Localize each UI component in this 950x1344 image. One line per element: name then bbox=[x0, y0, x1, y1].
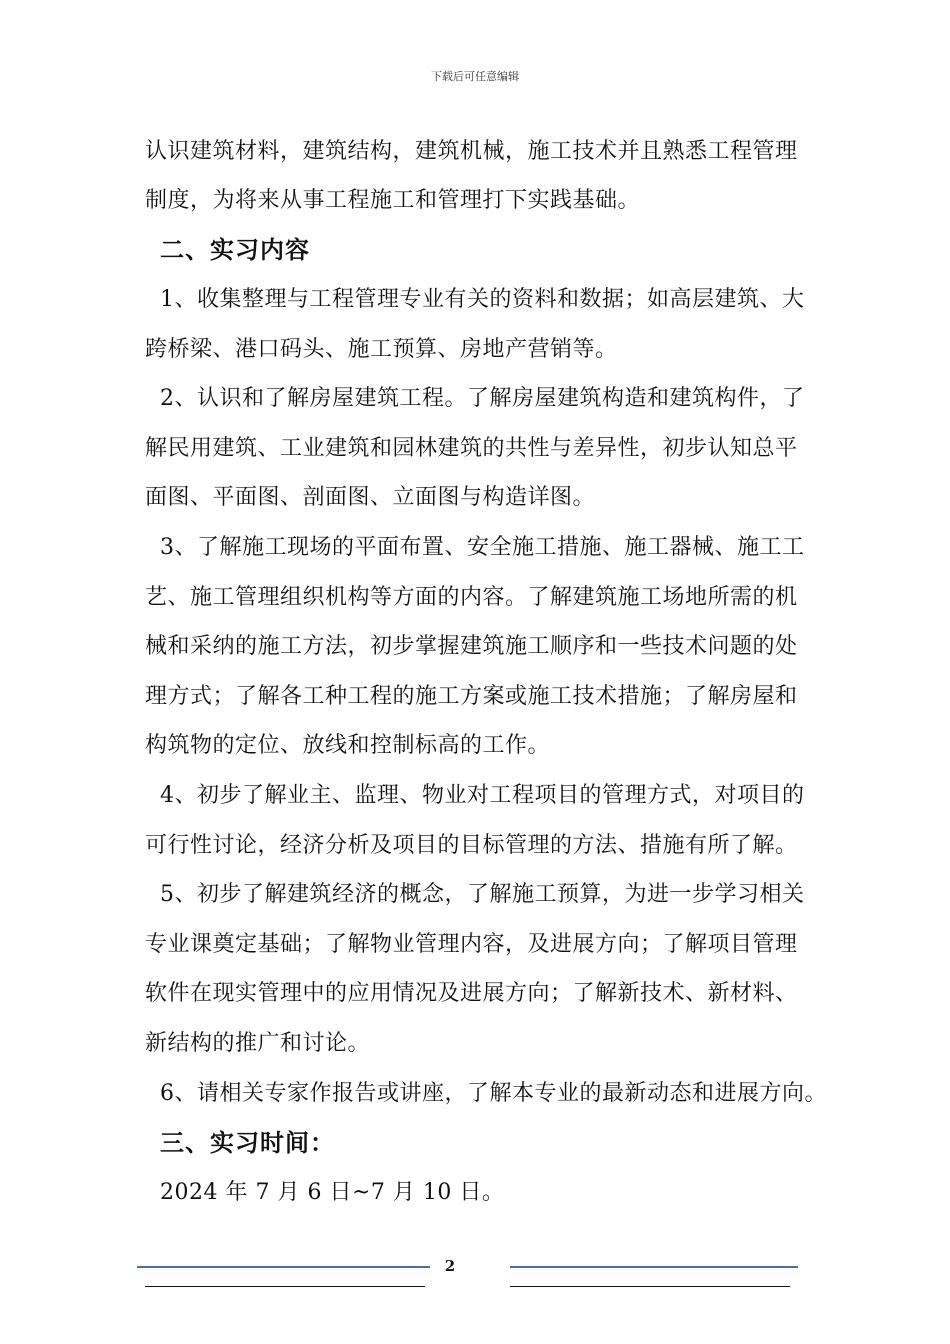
page-number: 2 bbox=[444, 1257, 456, 1275]
item-3-line-4: 理方式；了解各工种工程的施工方案或施工技术措施；了解房屋和 bbox=[145, 684, 798, 709]
item-1-line-1: 1、收集整理与工程管理专业有关的资料和数据；如高层建筑、大 bbox=[160, 287, 805, 312]
footer-rule-right bbox=[510, 1286, 790, 1287]
item-5-line-1: 5、初步了解建筑经济的概念，了解施工预算，为进一步学习相关 bbox=[160, 882, 805, 907]
item-3-line-5: 构筑物的定位、放线和控制标高的工作。 bbox=[145, 733, 551, 758]
footer-rule-left bbox=[145, 1286, 425, 1287]
item-1-line-2: 跨桥梁、港口码头、施工预算、房地产营销等。 bbox=[145, 337, 618, 362]
item-5-line-4: 新结构的推广和讨论。 bbox=[145, 1031, 371, 1056]
header-note: 下载后可任意编辑 bbox=[431, 70, 519, 83]
item-2-line-1: 2、认识和了解房屋建筑工程。了解房屋建筑构造和建筑构件，了 bbox=[160, 386, 805, 411]
item-3-line-3: 械和采纳的施工方法，初步掌握建筑施工顺序和一些技术问题的处 bbox=[145, 634, 798, 659]
item-5-line-3: 软件在现实管理中的应用情况及进展方向；了解新技术、新材料、 bbox=[145, 981, 798, 1006]
item-2-line-3: 面图、平面图、剖面图、立面图与构造详图。 bbox=[145, 485, 596, 510]
intro-line-1: 认识建筑材料，建筑结构，建筑机械，施工技术并且熟悉工程管理 bbox=[145, 139, 798, 164]
item-2-line-2: 解民用建筑、工业建筑和园林建筑的共性与差异性，初步认知总平 bbox=[145, 436, 798, 461]
item-3-line-2: 艺、施工管理组织机构等方面的内容。了解建筑施工场地所需的机 bbox=[145, 585, 798, 610]
item-5-line-2: 专业课奠定基础；了解物业管理内容，及进展方向；了解项目管理 bbox=[145, 932, 798, 957]
item-3-line-1: 3、了解施工现场的平面布置、安全施工措施、施工器械、施工工 bbox=[160, 535, 805, 560]
item-6-line-1: 6、请相关专家作报告或讲座，了解本专业的最新动态和进展方向。 bbox=[160, 1081, 827, 1106]
page-footer bbox=[0, 1255, 950, 1295]
internship-date: 2024 年 7 月 6 日~7 月 10 日。 bbox=[160, 1180, 505, 1205]
intro-line-2: 制度，为将来从事工程施工和管理打下实践基础。 bbox=[145, 188, 641, 213]
section-heading-time: 三、实习时间： bbox=[160, 1129, 335, 1157]
item-4-line-1: 4、初步了解业主、监理、物业对工程项目的管理方式，对项目的 bbox=[160, 783, 805, 808]
footer-rule-left-accent bbox=[137, 1266, 430, 1268]
footer-rule-right-accent bbox=[510, 1266, 798, 1268]
section-heading-content: 二、实习内容 bbox=[160, 236, 310, 264]
item-4-line-2: 可行性讨论，经济分析及项目的目标管理的方法、措施有所了解。 bbox=[145, 833, 798, 858]
